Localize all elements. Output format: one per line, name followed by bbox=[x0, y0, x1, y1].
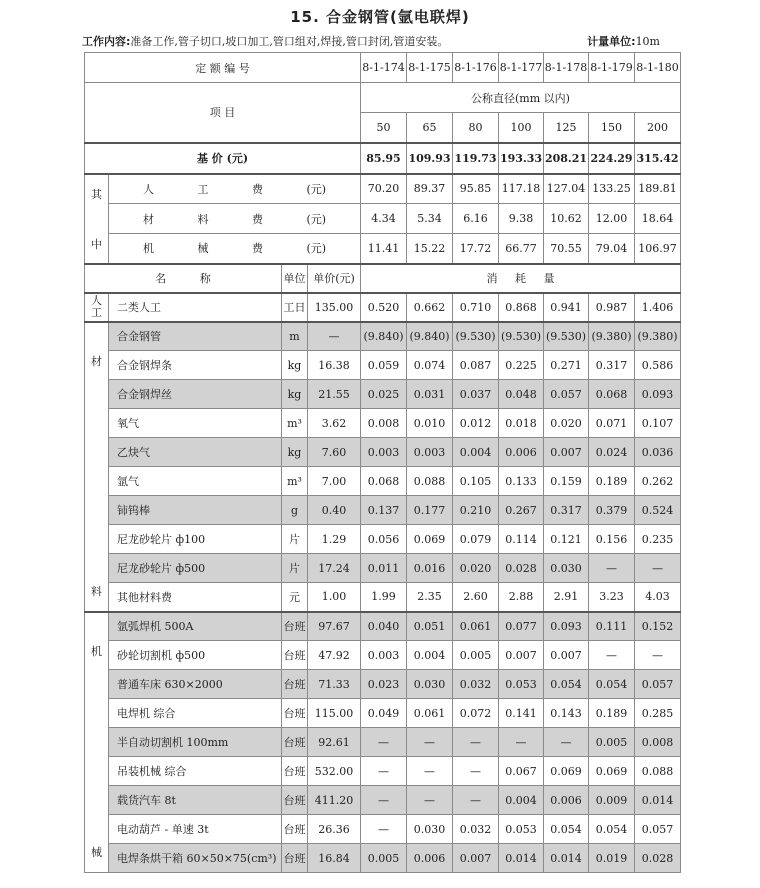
cost-value: 70.55 bbox=[544, 234, 589, 264]
resource-unit: m³ bbox=[282, 409, 308, 438]
consumption-value: (9.530) bbox=[499, 322, 544, 351]
cost-value: 79.04 bbox=[589, 234, 635, 264]
resource-unit: 片 bbox=[282, 525, 308, 554]
consumption-value: 0.105 bbox=[453, 467, 499, 496]
consumption-value: — bbox=[361, 786, 407, 815]
consumption-value: 0.006 bbox=[544, 786, 589, 815]
resource-unit: 台班 bbox=[282, 670, 308, 699]
resource-row bbox=[85, 554, 681, 583]
resource-unit: 工日 bbox=[282, 293, 308, 322]
resource-price: 1.00 bbox=[308, 583, 361, 612]
cost-name: 材 料 费 (元) bbox=[109, 204, 361, 234]
consumption-value: 0.067 bbox=[499, 757, 544, 786]
consumption-value: 0.054 bbox=[589, 670, 635, 699]
consumption-value: 0.189 bbox=[589, 467, 635, 496]
cost-name: 人 工 费 (元) bbox=[109, 174, 361, 204]
resource-price: 71.33 bbox=[308, 670, 361, 699]
consumption-value: 2.91 bbox=[544, 583, 589, 612]
consumption-value: 0.133 bbox=[499, 467, 544, 496]
resource-price: 7.60 bbox=[308, 438, 361, 467]
consumption-value: — bbox=[361, 757, 407, 786]
consumption-value: 0.014 bbox=[635, 786, 681, 815]
cost-value: 95.85 bbox=[453, 174, 499, 204]
resource-unit: kg bbox=[282, 438, 308, 467]
consumption-value: (9.840) bbox=[361, 322, 407, 351]
consumption-value: 0.267 bbox=[499, 496, 544, 525]
consumption-value: 0.087 bbox=[453, 351, 499, 380]
resource-row bbox=[85, 670, 681, 699]
consumption-value: 0.069 bbox=[589, 757, 635, 786]
resource-name: 其他材料费 bbox=[109, 583, 282, 612]
measure-unit-label: 计量单位: bbox=[587, 35, 636, 48]
resource-unit: 台班 bbox=[282, 699, 308, 728]
consumption-value: 0.586 bbox=[635, 351, 681, 380]
consumption-value: 0.028 bbox=[635, 844, 681, 873]
consumption-value: (9.840) bbox=[407, 322, 453, 351]
consumption-value: 0.054 bbox=[544, 670, 589, 699]
resource-unit: 台班 bbox=[282, 728, 308, 757]
resource-unit: 片 bbox=[282, 554, 308, 583]
resource-name: 电焊机 综合 bbox=[109, 699, 282, 728]
consumption-value: 0.317 bbox=[544, 496, 589, 525]
consumption-value: 0.014 bbox=[544, 844, 589, 873]
consumption-value: 0.020 bbox=[544, 409, 589, 438]
quota-code: 8-1-177 bbox=[499, 53, 544, 83]
cost-value: 117.18 bbox=[499, 174, 544, 204]
measure-unit-value: 10m bbox=[635, 35, 660, 48]
resource-price: 17.24 bbox=[308, 554, 361, 583]
consumption-value: 0.057 bbox=[635, 670, 681, 699]
base-price-value: 315.42 bbox=[635, 143, 681, 174]
resource-unit: 台班 bbox=[282, 757, 308, 786]
consumption-value: 0.662 bbox=[407, 293, 453, 322]
consumption-value: 0.868 bbox=[499, 293, 544, 322]
consumption-value: — bbox=[589, 641, 635, 670]
resource-price: 92.61 bbox=[308, 728, 361, 757]
consumption-value: 0.262 bbox=[635, 467, 681, 496]
resource-name: 氧气 bbox=[109, 409, 282, 438]
consumption-value: 0.040 bbox=[361, 612, 407, 641]
resource-price: 16.84 bbox=[308, 844, 361, 873]
consumption-value: — bbox=[453, 786, 499, 815]
base-price-value: 224.29 bbox=[589, 143, 635, 174]
base-price-row bbox=[85, 143, 681, 174]
resource-price: 97.67 bbox=[308, 612, 361, 641]
work-content-text: 准备工作,管子切口,坡口加工,管口组对,焊接,管口封闭,管道安装。 bbox=[130, 35, 449, 48]
quota-code: 8-1-176 bbox=[453, 53, 499, 83]
consumption-value: 2.35 bbox=[407, 583, 453, 612]
consumption-value: 0.030 bbox=[407, 670, 453, 699]
consumption-value: 0.010 bbox=[407, 409, 453, 438]
item-row bbox=[85, 83, 681, 113]
resource-name: 合金钢管 bbox=[109, 322, 282, 351]
consumption-value: 0.074 bbox=[407, 351, 453, 380]
diameter-value: 150 bbox=[589, 113, 635, 143]
resource-row bbox=[85, 728, 681, 757]
consumption-value: — bbox=[499, 728, 544, 757]
resource-row bbox=[85, 467, 681, 496]
base-price-value: 85.95 bbox=[361, 143, 407, 174]
consumption-value: 0.061 bbox=[453, 612, 499, 641]
resource-price: 411.20 bbox=[308, 786, 361, 815]
resource-price: 3.62 bbox=[308, 409, 361, 438]
cost-value: 9.38 bbox=[499, 204, 544, 234]
consumption-value: 0.011 bbox=[361, 554, 407, 583]
consumption-value: 0.069 bbox=[407, 525, 453, 554]
consumption-value: 0.285 bbox=[635, 699, 681, 728]
base-price-value: 193.33 bbox=[499, 143, 544, 174]
consumption-value: 0.032 bbox=[453, 670, 499, 699]
consumption-value: 2.60 bbox=[453, 583, 499, 612]
work-content bbox=[82, 33, 448, 49]
resource-name: 吊装机械 综合 bbox=[109, 757, 282, 786]
consumption-value: 0.159 bbox=[544, 467, 589, 496]
resource-price: 135.00 bbox=[308, 293, 361, 322]
resource-unit: 台班 bbox=[282, 786, 308, 815]
base-price-value: 208.21 bbox=[544, 143, 589, 174]
consumption-value: 0.317 bbox=[589, 351, 635, 380]
consumption-value: 0.079 bbox=[453, 525, 499, 554]
consumption-value: 0.068 bbox=[361, 467, 407, 496]
consumption-value: 0.710 bbox=[453, 293, 499, 322]
consumption-value: 0.111 bbox=[589, 612, 635, 641]
consumption-value: 0.016 bbox=[407, 554, 453, 583]
consumption-value: 0.177 bbox=[407, 496, 453, 525]
consumption-value: 0.152 bbox=[635, 612, 681, 641]
consumption-value: 0.235 bbox=[635, 525, 681, 554]
cost-value: 5.34 bbox=[407, 204, 453, 234]
consumption-value: 0.061 bbox=[407, 699, 453, 728]
consumption-value: 0.057 bbox=[635, 815, 681, 844]
resource-name: 乙炔气 bbox=[109, 438, 282, 467]
resource-row bbox=[85, 351, 681, 380]
resource-unit: m bbox=[282, 322, 308, 351]
consumption-value: — bbox=[453, 728, 499, 757]
consumption-value: 0.025 bbox=[361, 380, 407, 409]
quota-no-label: 定 额 编 号 bbox=[85, 53, 361, 83]
consumption-value: 0.071 bbox=[589, 409, 635, 438]
machine-section-label-bottom: 械 bbox=[91, 846, 102, 859]
consumption-value: 0.271 bbox=[544, 351, 589, 380]
consumption-value: 0.004 bbox=[453, 438, 499, 467]
resource-price: 47.92 bbox=[308, 641, 361, 670]
resource-row bbox=[85, 757, 681, 786]
resource-unit: 台班 bbox=[282, 815, 308, 844]
page-title: 15. 合金钢管(氩电联焊) bbox=[290, 8, 470, 26]
consumption-value: 0.121 bbox=[544, 525, 589, 554]
consumption-value: — bbox=[453, 757, 499, 786]
resource-name: 铈钨棒 bbox=[109, 496, 282, 525]
resource-row bbox=[85, 815, 681, 844]
consumption-value: 0.068 bbox=[589, 380, 635, 409]
consumption-value: (9.380) bbox=[589, 322, 635, 351]
consumption-value: 0.048 bbox=[499, 380, 544, 409]
among-label bbox=[85, 174, 109, 264]
resource-price: — bbox=[308, 322, 361, 351]
consumption-value: 0.007 bbox=[499, 641, 544, 670]
consumption-value: 0.225 bbox=[499, 351, 544, 380]
consumption-value: 0.051 bbox=[407, 612, 453, 641]
consumption-value: 0.005 bbox=[589, 728, 635, 757]
consumption-value: 0.009 bbox=[589, 786, 635, 815]
consumption-value: 0.019 bbox=[589, 844, 635, 873]
measure-unit bbox=[587, 33, 660, 49]
diameter-label: 公称直径(mm 以内) bbox=[361, 83, 681, 113]
resource-name: 合金钢焊条 bbox=[109, 351, 282, 380]
consumption-value: 0.008 bbox=[635, 728, 681, 757]
resource-row bbox=[85, 844, 681, 873]
consumption-value: (9.380) bbox=[635, 322, 681, 351]
cost-row bbox=[85, 174, 681, 204]
consumption-value: 1.99 bbox=[361, 583, 407, 612]
machine-section-label bbox=[85, 612, 109, 873]
consumption-value: 0.008 bbox=[361, 409, 407, 438]
quota-code: 8-1-178 bbox=[544, 53, 589, 83]
consumption-value: — bbox=[407, 757, 453, 786]
consumption-value: 0.379 bbox=[589, 496, 635, 525]
consumption-value: 0.057 bbox=[544, 380, 589, 409]
cost-name: 机 械 费 (元) bbox=[109, 234, 361, 264]
consumption-value: 3.23 bbox=[589, 583, 635, 612]
consumption-value: 0.005 bbox=[453, 641, 499, 670]
consumption-value: — bbox=[361, 815, 407, 844]
consumption-value: 0.024 bbox=[589, 438, 635, 467]
machine-section-label-top: 机 bbox=[91, 644, 102, 658]
consumption-value: 0.049 bbox=[361, 699, 407, 728]
consumption-value: 0.077 bbox=[499, 612, 544, 641]
cost-value: 11.41 bbox=[361, 234, 407, 264]
consumption-value: 0.006 bbox=[407, 844, 453, 873]
resource-name: 尼龙砂轮片 ф500 bbox=[109, 554, 282, 583]
base-price-value: 109.93 bbox=[407, 143, 453, 174]
consumption-value: 0.987 bbox=[589, 293, 635, 322]
material-section-label-bottom: 料 bbox=[91, 584, 102, 598]
consumption-value: 0.030 bbox=[544, 554, 589, 583]
resource-name: 电焊条烘干箱 60×50×75(cm³) bbox=[109, 844, 282, 873]
cost-value: 70.20 bbox=[361, 174, 407, 204]
consumption-value: 0.093 bbox=[544, 612, 589, 641]
consumption-value: 0.072 bbox=[453, 699, 499, 728]
consumption-value: 0.003 bbox=[407, 438, 453, 467]
resource-unit: g bbox=[282, 496, 308, 525]
resource-row bbox=[85, 612, 681, 641]
resource-unit: kg bbox=[282, 380, 308, 409]
consumption-value: 0.941 bbox=[544, 293, 589, 322]
price-column-header: 单价(元) bbox=[308, 264, 361, 293]
consumption-value: 0.014 bbox=[499, 844, 544, 873]
resource-unit: 台班 bbox=[282, 612, 308, 641]
resource-price: 16.38 bbox=[308, 351, 361, 380]
consumption-value: 0.093 bbox=[635, 380, 681, 409]
resource-row bbox=[85, 496, 681, 525]
cost-value: 10.62 bbox=[544, 204, 589, 234]
resource-price: 532.00 bbox=[308, 757, 361, 786]
consumption-value: 0.156 bbox=[589, 525, 635, 554]
consumption-value: 0.028 bbox=[499, 554, 544, 583]
diameter-value: 200 bbox=[635, 113, 681, 143]
cost-value: 89.37 bbox=[407, 174, 453, 204]
work-content-label: 工作内容: bbox=[82, 35, 131, 48]
quota-code: 8-1-179 bbox=[589, 53, 635, 83]
cost-row bbox=[85, 204, 681, 234]
consumption-value: 0.007 bbox=[544, 438, 589, 467]
consumption-value: 0.088 bbox=[635, 757, 681, 786]
resource-name: 载货汽车 8t bbox=[109, 786, 282, 815]
consumption-value: 0.088 bbox=[407, 467, 453, 496]
resource-price: 7.00 bbox=[308, 467, 361, 496]
cost-value: 17.72 bbox=[453, 234, 499, 264]
resource-row bbox=[85, 322, 681, 351]
consumption-value: 0.069 bbox=[544, 757, 589, 786]
resource-name: 半自动切割机 100mm bbox=[109, 728, 282, 757]
consumption-value: 0.003 bbox=[361, 438, 407, 467]
consumption-value: 0.210 bbox=[453, 496, 499, 525]
consumption-header: 消 耗 量 bbox=[361, 264, 681, 293]
consumption-value: 2.88 bbox=[499, 583, 544, 612]
consumption-value: 0.030 bbox=[407, 815, 453, 844]
consumption-value: 0.524 bbox=[635, 496, 681, 525]
diameter-value: 50 bbox=[361, 113, 407, 143]
cost-value: 6.16 bbox=[453, 204, 499, 234]
consumption-value: 0.053 bbox=[499, 815, 544, 844]
cost-value: 15.22 bbox=[407, 234, 453, 264]
consumption-value: 0.004 bbox=[499, 786, 544, 815]
diameter-value: 65 bbox=[407, 113, 453, 143]
consumption-value: 0.143 bbox=[544, 699, 589, 728]
resource-name: 砂轮切割机 ф500 bbox=[109, 641, 282, 670]
consumption-value: 0.520 bbox=[361, 293, 407, 322]
diameter-value: 80 bbox=[453, 113, 499, 143]
consumption-value: 0.018 bbox=[499, 409, 544, 438]
resource-row bbox=[85, 293, 681, 322]
resource-row bbox=[85, 525, 681, 554]
quota-code: 8-1-180 bbox=[635, 53, 681, 83]
resource-price: 115.00 bbox=[308, 699, 361, 728]
consumption-value: — bbox=[407, 728, 453, 757]
resource-unit: 台班 bbox=[282, 844, 308, 873]
resource-price: 21.55 bbox=[308, 380, 361, 409]
consumption-value: 0.107 bbox=[635, 409, 681, 438]
consumption-value: 0.020 bbox=[453, 554, 499, 583]
cost-row bbox=[85, 234, 681, 264]
consumption-value: 0.007 bbox=[544, 641, 589, 670]
consumption-value: 0.056 bbox=[361, 525, 407, 554]
consumption-value: 0.189 bbox=[589, 699, 635, 728]
consumption-value: 1.406 bbox=[635, 293, 681, 322]
cost-value: 127.04 bbox=[544, 174, 589, 204]
resource-price: 0.40 bbox=[308, 496, 361, 525]
resource-unit: m³ bbox=[282, 467, 308, 496]
consumption-value: 0.036 bbox=[635, 438, 681, 467]
cost-value: 12.00 bbox=[589, 204, 635, 234]
cost-value: 189.81 bbox=[635, 174, 681, 204]
consumption-value: — bbox=[635, 554, 681, 583]
resource-name: 氩气 bbox=[109, 467, 282, 496]
consumption-value: 0.053 bbox=[499, 670, 544, 699]
unit-column-header: 单位 bbox=[282, 264, 308, 293]
resource-row bbox=[85, 786, 681, 815]
consumption-value: 0.054 bbox=[589, 815, 635, 844]
base-price-label: 基 价 (元) bbox=[85, 143, 361, 174]
consumption-value: 4.03 bbox=[635, 583, 681, 612]
consumption-value: 0.114 bbox=[499, 525, 544, 554]
cost-value: 66.77 bbox=[499, 234, 544, 264]
consumption-value: — bbox=[361, 728, 407, 757]
labor-section-label-text: 人工 bbox=[91, 294, 102, 319]
quota-code-row bbox=[85, 53, 681, 83]
material-section-label bbox=[85, 322, 109, 612]
name-column-header: 名 称 bbox=[85, 264, 282, 293]
consumption-value: 0.003 bbox=[361, 641, 407, 670]
resource-unit: kg bbox=[282, 351, 308, 380]
consumption-value: 0.037 bbox=[453, 380, 499, 409]
resource-name: 电动葫芦 - 单速 3t bbox=[109, 815, 282, 844]
base-price-value: 119.73 bbox=[453, 143, 499, 174]
resource-row bbox=[85, 438, 681, 467]
cost-value: 18.64 bbox=[635, 204, 681, 234]
consumption-value: 0.032 bbox=[453, 815, 499, 844]
resource-name: 尼龙砂轮片 ф100 bbox=[109, 525, 282, 554]
consumption-value: 0.054 bbox=[544, 815, 589, 844]
among-label-bottom: 中 bbox=[91, 237, 102, 251]
cost-value: 133.25 bbox=[589, 174, 635, 204]
resource-name: 氩弧焊机 500A bbox=[109, 612, 282, 641]
resource-unit: 元 bbox=[282, 583, 308, 612]
cost-value: 106.97 bbox=[635, 234, 681, 264]
item-label: 项 目 bbox=[85, 83, 361, 143]
labor-section-label bbox=[85, 293, 109, 322]
consumption-value: — bbox=[589, 554, 635, 583]
consumption-value: (9.530) bbox=[453, 322, 499, 351]
consumption-value: 0.059 bbox=[361, 351, 407, 380]
diameter-value: 125 bbox=[544, 113, 589, 143]
quota-table bbox=[84, 52, 681, 873]
consumption-value: 0.023 bbox=[361, 670, 407, 699]
consumption-value: — bbox=[407, 786, 453, 815]
resource-price: 1.29 bbox=[308, 525, 361, 554]
consumption-value: 0.031 bbox=[407, 380, 453, 409]
consumption-value: (9.530) bbox=[544, 322, 589, 351]
consumption-value: — bbox=[635, 641, 681, 670]
resource-name: 合金钢焊丝 bbox=[109, 380, 282, 409]
resource-name: 二类人工 bbox=[109, 293, 282, 322]
consumption-value: 0.012 bbox=[453, 409, 499, 438]
material-section-label-top: 材 bbox=[91, 354, 102, 368]
consumption-value: 0.004 bbox=[407, 641, 453, 670]
consumption-value: 0.006 bbox=[499, 438, 544, 467]
resource-unit: 台班 bbox=[282, 641, 308, 670]
consumption-value: 0.007 bbox=[453, 844, 499, 873]
diameter-value: 100 bbox=[499, 113, 544, 143]
quota-code: 8-1-174 bbox=[361, 53, 407, 83]
consumption-value: 0.141 bbox=[499, 699, 544, 728]
consumption-value: 0.005 bbox=[361, 844, 407, 873]
resource-header-row bbox=[85, 264, 681, 293]
consumption-value: — bbox=[544, 728, 589, 757]
resource-name: 普通车床 630×2000 bbox=[109, 670, 282, 699]
resource-row bbox=[85, 380, 681, 409]
consumption-value: 0.137 bbox=[361, 496, 407, 525]
resource-row bbox=[85, 699, 681, 728]
resource-row bbox=[85, 641, 681, 670]
resource-price: 26.36 bbox=[308, 815, 361, 844]
quota-code: 8-1-175 bbox=[407, 53, 453, 83]
cost-value: 4.34 bbox=[361, 204, 407, 234]
among-label-top: 其 bbox=[91, 187, 102, 201]
resource-row bbox=[85, 409, 681, 438]
resource-row bbox=[85, 583, 681, 612]
